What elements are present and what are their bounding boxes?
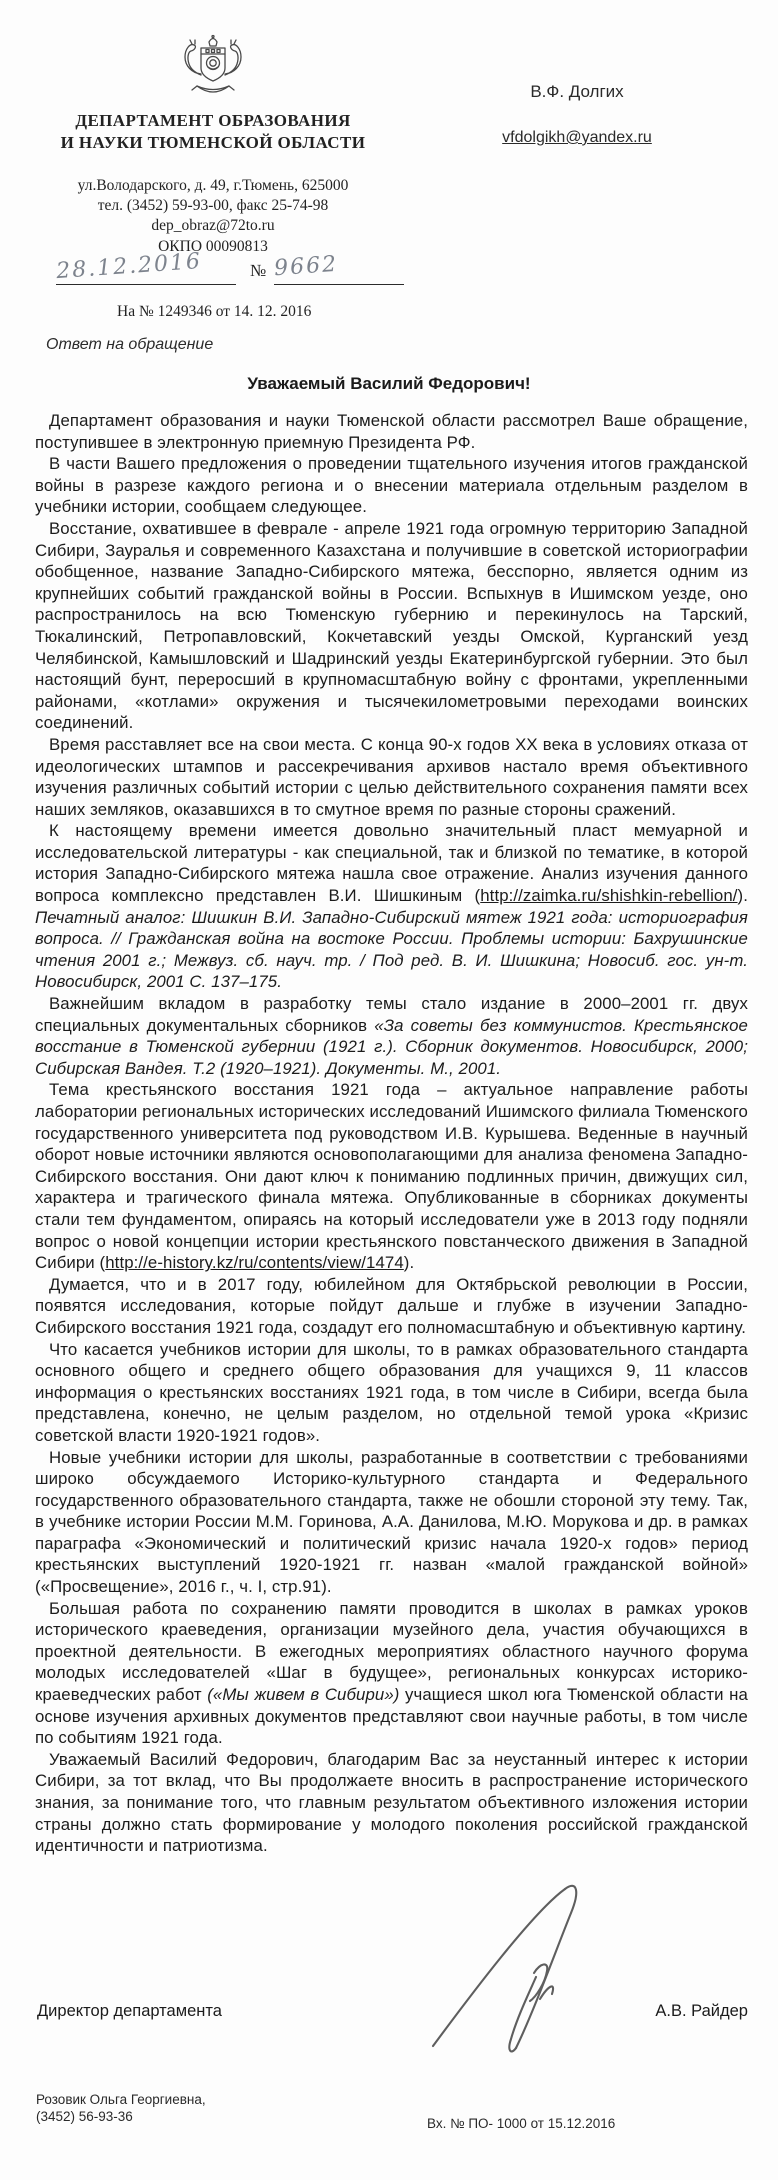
org-contact-info bbox=[38, 176, 388, 257]
body-paragraph-2 bbox=[35, 453, 748, 518]
salutation: Уважаемый Василий Федорович! bbox=[247, 374, 531, 393]
org-name bbox=[38, 110, 388, 154]
executor-phone: (3452) 56-93-36 bbox=[36, 2109, 133, 2124]
body-paragraph-11 bbox=[35, 1598, 748, 1749]
number-sign: № bbox=[250, 261, 267, 280]
outgoing-ref-line bbox=[55, 248, 404, 285]
number-field bbox=[274, 252, 404, 285]
text-run: В части Вашего предложения о проведении тщательного изучения итогов гражданской войны в разрезе каждого региона и о внесении материала отдельным разделом в учебники истории, сообщаем следующее. bbox=[35, 454, 748, 517]
body-paragraph-8 bbox=[35, 1274, 748, 1339]
org-name-line2: И НАУКИ ТЮМЕНСКОЙ ОБЛАСТИ bbox=[60, 133, 366, 153]
zaimka-link[interactable]: http://zaimka.ru/shishkin-rebellion/ bbox=[480, 886, 738, 906]
reply-reference: На № 1249346 от 14. 12. 2016 bbox=[117, 303, 312, 320]
letter-body bbox=[35, 410, 748, 1857]
handwritten-date: 28.12.2016 bbox=[55, 248, 203, 285]
text-run: Думается, что и в 2017 году, юбилейном для Октябрьской революции в России, появятся исследования, которые пойдут дальше и глубже в изучении Западно-Сибирского восстания 1921 года, создадут его полномасштабную и объективную картину. bbox=[35, 1274, 748, 1337]
text-run: Большая работа по сохранению памяти проводится в школах в рамках уроков исторического краеведения, организации музейного дела, участия обучающихся в проектной деятельности. В ежегодных мероприятиях областного научного форума молодых исследователей «Шаг в будущее», региональных конкурсах историко-краеведческих работ bbox=[35, 1598, 748, 1705]
contest-name-italic: («Мы живем в Сибири») bbox=[207, 1685, 400, 1705]
org-name-line1: ДЕПАРТАМЕНТ ОБРАЗОВАНИЯ bbox=[75, 111, 351, 130]
citation-italic: «За советы без коммунистов. Крестьянское восстание в Тюменской губернии (1921 г.). Сборник документов. Новосибирск, 2000; Сибирская Вандея. Т.2 (1920–1921). Документы. М., 2001. bbox=[35, 1015, 748, 1078]
text-run: Новые учебники истории для школы, разработанные в соответствии с требованиями широко обсуждаемого Историко-культурного стандарта и Федерального государственного образовательного стандарта, также не обошли стороной эту тему. Так, в учебнике истории России М.М. Горинова, А.А. Данилова, М.Ю. Морукова и др. в рамках параграфа «Экономический и политический кризис начала 1920-х годов» период крестьянских выступлений 1920-1921 гг. назван «малой гражданской войной» («Просвещение», 2016 г., ч. I, стр.91). bbox=[35, 1447, 748, 1597]
executor-contact bbox=[36, 2091, 206, 2125]
date-field bbox=[55, 248, 236, 285]
handwritten-number: 9662 bbox=[273, 251, 340, 282]
body-paragraph-3 bbox=[35, 518, 748, 734]
recipient-email-link[interactable]: vfdolgikh@yandex.ru bbox=[502, 129, 652, 146]
executor-name: Розовик Ольга Георгиевна, bbox=[36, 2092, 206, 2107]
ehistory-link[interactable]: http://e-history.kz/ru/contents/view/1474 bbox=[105, 1253, 404, 1273]
text-run: ). bbox=[403, 1253, 415, 1273]
text-run: Важнейшим вкладом в разработку темы стало издание в 2000–2001 гг. двух специальных документальных сборников bbox=[35, 994, 748, 1035]
text-run: Тема крестьянского восстания 1921 года – актуальное направление работы лаборатории региональных исторических исследований Ишимского филиала Тюменского государственного университета под руководством И.В. Курышева. Веденные в научный оборот новые источники являются основополагающими для анализа феномена Западно-Сибирского восстания. Они дают ключ к пониманию подлинных причин, движущих сил, характера и трагического финала мятежа. Опубликованные в сборниках документы стали тем фундаментом, опираясь на который исследователи уже в 2013 году подняли вопрос о новой концепции истории крестьянского повстанческого движения в Западной Сибири ( bbox=[35, 1080, 748, 1273]
signer-name: А.В. Райдер bbox=[655, 2002, 748, 2020]
subject-line: Ответ на обращение bbox=[46, 336, 214, 353]
text-run: Департамент образования и науки Тюменской области рассмотрел Ваше обращение, поступившее в электронную приемную Президента РФ. bbox=[35, 411, 748, 452]
text-run: Что касается учебников истории для школы, то в рамках образовательного стандарта основного общего и среднего общего образования для учащихся 9, 11 классов информация о крестьянских восстаниях 1921 года, в том числе в Сибири, всегда была представлена, конечно, не целым разделом, но отдельной темой урока «Кризис советской власти 1920-1921 годов». bbox=[35, 1339, 748, 1445]
signer-position: Директор департамента bbox=[37, 2002, 222, 2020]
incoming-stamp: Вх. № ПО- 1000 от 15.12.2016 bbox=[427, 2116, 616, 2131]
body-paragraph-7 bbox=[35, 1079, 748, 1273]
body-paragraph-12 bbox=[35, 1749, 748, 1857]
recipient-name: В.Ф. Долгих bbox=[530, 82, 624, 101]
org-okpo: ОКПО 00090813 bbox=[158, 237, 268, 255]
text-run: учащиеся школ юга Тюменской области на основе изучения архивных документов представляют свои научные работы, в том числе по событиям 1921 года. bbox=[35, 1685, 748, 1748]
letterhead bbox=[38, 34, 388, 257]
org-phone-fax: тел. (3452) 59-93-00, факс 25-74-98 bbox=[97, 197, 329, 215]
org-email: dep_obraz@72to.ru bbox=[151, 217, 275, 235]
body-paragraph-9 bbox=[35, 1339, 748, 1447]
text-run: К настоящему времени имеется довольно значительный пласт мемуарной и исследовательской литературы - как специальной, так и близкой по тематике, в которой история Западно-Сибирского мятежа нашла свое отражение. Анализ изучения данного вопроса комплексно представлен В.И. Шишкиным ( bbox=[35, 821, 748, 906]
text-run: Время расставляет все на свои места. С конца 90-х годов XX века в условиях отказа от идеологических штампов и рассекречивания архивов настало время объективного изучения различных событий истории с целью действительного сохранения памяти всех наших земляков, оказавшихся в то смутное время по разные стороны сражений. bbox=[35, 734, 748, 819]
tyumen-coat-of-arms-emblem bbox=[38, 34, 388, 102]
text-run: Восстание, охватившее в феврале - апреле 1921 года огромную территорию Западной Сибири, Зауралья и современного Казахстана и получившие в советской историографии обобщенное, название Западно-Сибирского мятежа, бесспорно, является одним из крупнейших событий гражданской войны в России. Вспыхнув в Ишимском уезде, оно распространилось на всю Тюменскую губернию и перекинулось на Тарский, Тюкалинский, Петропавловский, Кокчетавский уезды Омской, Курганский уезд Челябинской, Камышловский и Шадринский уезды Екатеринбургской губернии. Это был настоящий бунт, переросший в крупномасштабную войну с фронтами, укрепленными районами, «котлами» окружения и тысячекилометровыми переходами воинских соединений. bbox=[35, 518, 748, 733]
signature-handwriting bbox=[415, 1878, 625, 2078]
body-paragraph-5 bbox=[35, 820, 748, 993]
text-run: Уважаемый Василий Федорович, благодарим Вас за неустанный интерес к истории Сибири, за тот вклад, что Вы продолжаете вносить в распространение исторического знания, за понимание того, что главным результатом объективного изложения истории страны должно стать формирование у молодого поколения российской гражданской идентичности и патриотизма. bbox=[35, 1749, 748, 1856]
recipient-block bbox=[462, 82, 692, 147]
text-run: ). bbox=[737, 886, 748, 906]
body-paragraph-1 bbox=[35, 410, 748, 453]
body-paragraph-10 bbox=[35, 1447, 748, 1598]
citation-italic: Печатный аналог: Шишкин В.И. Западно-Сибирский мятеж 1921 года: историография вопроса. // Гражданская война на востоке России. Проблемы истории: Бахрушинские чтения 2001 г.; Межвуз. сб. науч. тр. / Под ред. В. И. Шишкина; Новосиб. гос. ун-т. Новосибирск, 2001 С. 137–175. bbox=[35, 907, 748, 992]
org-address: ул.Володарского, д. 49, г.Тюмень, 625000 bbox=[77, 177, 349, 195]
body-paragraph-6 bbox=[35, 993, 748, 1079]
body-paragraph-4 bbox=[35, 734, 748, 820]
